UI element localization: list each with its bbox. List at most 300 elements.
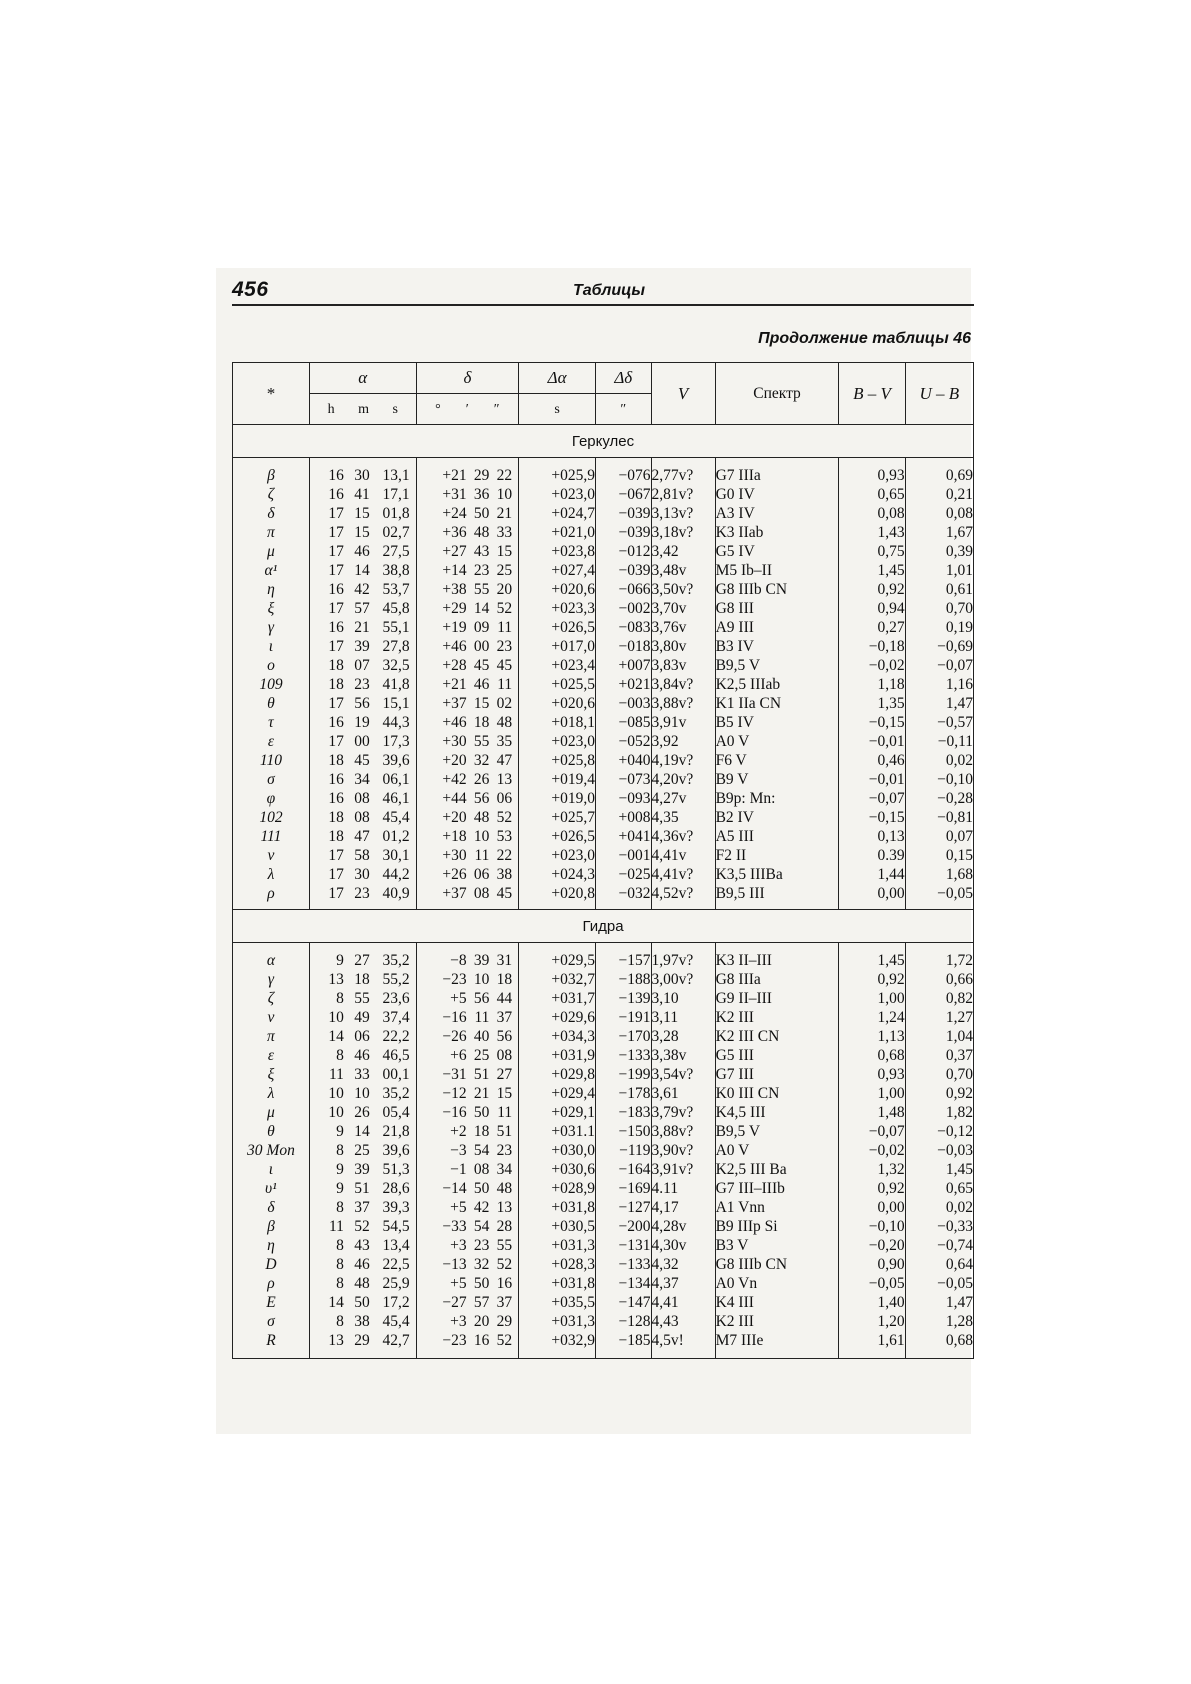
declination: −8 39 31: [416, 951, 519, 970]
declination: +5 56 44: [416, 989, 519, 1008]
star-designation: π: [233, 523, 310, 542]
star-designation: ξ: [233, 1065, 310, 1084]
magnitude-v: 4,27v: [651, 789, 715, 808]
ddelta-value: −076: [596, 466, 652, 485]
magnitude-v: 4,5v!: [651, 1331, 715, 1350]
u-b-value: 0,70: [905, 1065, 973, 1084]
star-designation: β: [233, 1217, 310, 1236]
table-row: [233, 770, 974, 789]
u-b-value: −0,10: [905, 770, 973, 789]
table-row: [233, 1179, 974, 1198]
u-b-value: −0,74: [905, 1236, 973, 1255]
dalpha-value: +026,5: [519, 618, 596, 637]
table-row: [233, 466, 974, 485]
spectral-class: G7 III–IIIb: [715, 1179, 839, 1198]
col-ub: U – B: [905, 363, 973, 425]
b-v-value: −0,18: [839, 637, 905, 656]
spectral-class: G8 III: [715, 599, 839, 618]
u-b-value: −0,12: [905, 1122, 973, 1141]
right-ascension: 9 14 21,8: [309, 1122, 416, 1141]
table-row: [233, 1103, 974, 1122]
dalpha-value: +031,8: [519, 1198, 596, 1217]
running-title: Таблицы: [573, 282, 646, 299]
dalpha-value: +020,6: [519, 580, 596, 599]
magnitude-v: 4,52v?: [651, 884, 715, 903]
dalpha-value: +032,7: [519, 970, 596, 989]
dalpha-value: +031.1: [519, 1122, 596, 1141]
spectral-class: K3,5 IIIBa: [715, 865, 839, 884]
ddelta-value: −164: [596, 1160, 652, 1179]
ddelta-value: −032: [596, 884, 652, 903]
b-v-value: 0,46: [839, 751, 905, 770]
star-designation: η: [233, 1236, 310, 1255]
ddelta-value: −134: [596, 1274, 652, 1293]
u-b-value: 0,02: [905, 1198, 973, 1217]
b-v-value: 1,00: [839, 1084, 905, 1103]
spectral-class: G7 IIIa: [715, 466, 839, 485]
spectral-class: G5 IV: [715, 542, 839, 561]
star-designation: R: [233, 1331, 310, 1350]
spectral-class: A3 IV: [715, 504, 839, 523]
dalpha-value: +017,0: [519, 637, 596, 656]
u-b-value: −0,81: [905, 808, 973, 827]
right-ascension: 8 55 23,6: [309, 989, 416, 1008]
ddelta-value: −191: [596, 1008, 652, 1027]
magnitude-v: 3,54v?: [651, 1065, 715, 1084]
u-b-value: 0,37: [905, 1046, 973, 1065]
u-b-value: 0,08: [905, 504, 973, 523]
declination: −31 51 27: [416, 1065, 519, 1084]
u-b-value: 0,64: [905, 1255, 973, 1274]
spectral-class: K4,5 III: [715, 1103, 839, 1122]
declination: +5 50 16: [416, 1274, 519, 1293]
spectral-class: B9 IIIp Si: [715, 1217, 839, 1236]
u-b-value: −0,11: [905, 732, 973, 751]
table-row: [233, 827, 974, 846]
right-ascension: 16 19 44,3: [309, 713, 416, 732]
b-v-value: −0,10: [839, 1217, 905, 1236]
ddelta-value: −170: [596, 1027, 652, 1046]
spectral-class: K2 III: [715, 1008, 839, 1027]
table-row: [233, 542, 974, 561]
table-row: [233, 618, 974, 637]
dalpha-unit: s: [519, 394, 596, 425]
ddelta-value: −133: [596, 1046, 652, 1065]
ddelta-value: −012: [596, 542, 652, 561]
star-designation: ι: [233, 637, 310, 656]
star-designation: ο: [233, 656, 310, 675]
right-ascension: 17 14 38,8: [309, 561, 416, 580]
right-ascension: 8 48 25,9: [309, 1274, 416, 1293]
right-ascension: 9 39 51,3: [309, 1160, 416, 1179]
magnitude-v: 3,28: [651, 1027, 715, 1046]
declination: −33 54 28: [416, 1217, 519, 1236]
right-ascension: 8 38 45,4: [309, 1312, 416, 1331]
star-designation: ε: [233, 732, 310, 751]
spectral-class: G5 III: [715, 1046, 839, 1065]
col-spectrum: Спектр: [715, 363, 839, 425]
ddelta-value: −085: [596, 713, 652, 732]
spectral-class: G7 III: [715, 1065, 839, 1084]
u-b-value: 0,61: [905, 580, 973, 599]
u-b-value: 1,27: [905, 1008, 973, 1027]
right-ascension: 10 26 05,4: [309, 1103, 416, 1122]
table-row: [233, 1293, 974, 1312]
table-row: [233, 1141, 974, 1160]
ddelta-value: −183: [596, 1103, 652, 1122]
table-row: [233, 1331, 974, 1350]
magnitude-v: 3,13v?: [651, 504, 715, 523]
u-b-value: −0,03: [905, 1141, 973, 1160]
ddelta-value: −185: [596, 1331, 652, 1350]
b-v-value: 1,45: [839, 561, 905, 580]
table-continuation-caption: Продолжение таблицы 46: [758, 330, 971, 347]
col-delta: δ: [416, 363, 519, 394]
dalpha-value: +031,9: [519, 1046, 596, 1065]
b-v-value: −0,02: [839, 1141, 905, 1160]
u-b-value: 0,66: [905, 970, 973, 989]
b-v-value: 1,20: [839, 1312, 905, 1331]
star-designation: γ: [233, 970, 310, 989]
dalpha-value: +031,3: [519, 1236, 596, 1255]
b-v-value: 0,00: [839, 1198, 905, 1217]
star-designation: ζ: [233, 485, 310, 504]
magnitude-v: 4,41v: [651, 846, 715, 865]
ddelta-value: −066: [596, 580, 652, 599]
table-row: [233, 884, 974, 903]
b-v-value: 1,00: [839, 989, 905, 1008]
dalpha-value: +029,1: [519, 1103, 596, 1122]
u-b-value: 1,01: [905, 561, 973, 580]
b-v-value: −0,20: [839, 1236, 905, 1255]
declination: +46 18 48: [416, 713, 519, 732]
declination: +37 08 45: [416, 884, 519, 903]
dalpha-value: +023,8: [519, 542, 596, 561]
declination: +30 11 22: [416, 846, 519, 865]
star-designation: α: [233, 951, 310, 970]
dalpha-value: +025,8: [519, 751, 596, 770]
u-b-value: 1,68: [905, 865, 973, 884]
b-v-value: −0,07: [839, 1122, 905, 1141]
delta-units: ° ′ ″: [416, 394, 519, 425]
table-row: [233, 1255, 974, 1274]
u-b-value: 0,19: [905, 618, 973, 637]
spectral-class: K2 III: [715, 1312, 839, 1331]
b-v-value: −0,02: [839, 656, 905, 675]
ddelta-value: −157: [596, 951, 652, 970]
dalpha-value: +025,5: [519, 675, 596, 694]
spectral-class: B9 V: [715, 770, 839, 789]
right-ascension: 11 52 54,5: [309, 1217, 416, 1236]
right-ascension: 16 42 53,7: [309, 580, 416, 599]
ddelta-value: −147: [596, 1293, 652, 1312]
b-v-value: −0,01: [839, 770, 905, 789]
u-b-value: −0,57: [905, 713, 973, 732]
spectral-class: A0 V: [715, 1141, 839, 1160]
dalpha-value: +023,0: [519, 732, 596, 751]
magnitude-v: 3,83v: [651, 656, 715, 675]
ddelta-value: −018: [596, 637, 652, 656]
spectral-class: B9,5 V: [715, 1122, 839, 1141]
b-v-value: 1,48: [839, 1103, 905, 1122]
spectral-class: B9,5 III: [715, 884, 839, 903]
dalpha-value: +027,4: [519, 561, 596, 580]
u-b-value: −0,28: [905, 789, 973, 808]
u-b-value: 0,69: [905, 466, 973, 485]
dalpha-value: +018,1: [519, 713, 596, 732]
declination: +6 25 08: [416, 1046, 519, 1065]
magnitude-v: 3,91v?: [651, 1160, 715, 1179]
dalpha-value: +021,0: [519, 523, 596, 542]
b-v-value: 1,43: [839, 523, 905, 542]
star-designation: δ: [233, 504, 310, 523]
dalpha-value: +030,0: [519, 1141, 596, 1160]
b-v-value: −0,07: [839, 789, 905, 808]
header-rule: [232, 304, 974, 306]
ddelta-value: −073: [596, 770, 652, 789]
declination: +18 10 53: [416, 827, 519, 846]
spectral-class: A0 V: [715, 732, 839, 751]
ddelta-value: −169: [596, 1179, 652, 1198]
dalpha-value: +029,6: [519, 1008, 596, 1027]
page-number: 456: [232, 278, 269, 301]
b-v-value: 1,13: [839, 1027, 905, 1046]
ddelta-value: −133: [596, 1255, 652, 1274]
magnitude-v: 3,50v?: [651, 580, 715, 599]
star-designation: 30 Mon: [233, 1141, 310, 1160]
ddelta-value: +021: [596, 675, 652, 694]
b-v-value: 0,00: [839, 884, 905, 903]
b-v-value: 0.39: [839, 846, 905, 865]
right-ascension: 14 06 22,2: [309, 1027, 416, 1046]
star-designation: ζ: [233, 989, 310, 1008]
dalpha-value: +031,7: [519, 989, 596, 1008]
u-b-value: 1,04: [905, 1027, 973, 1046]
declination: +20 32 47: [416, 751, 519, 770]
ddelta-value: −093: [596, 789, 652, 808]
table-row: [233, 1065, 974, 1084]
star-designation: θ: [233, 694, 310, 713]
table-row: [233, 1046, 974, 1065]
right-ascension: 16 08 46,1: [309, 789, 416, 808]
b-v-value: −0,05: [839, 1274, 905, 1293]
b-v-value: 0,27: [839, 618, 905, 637]
ddelta-value: −039: [596, 504, 652, 523]
ddelta-value: +008: [596, 808, 652, 827]
right-ascension: 16 21 55,1: [309, 618, 416, 637]
dalpha-value: +020,6: [519, 694, 596, 713]
col-dalpha: Δα: [519, 363, 596, 394]
declination: +5 42 13: [416, 1198, 519, 1217]
declination: −13 32 52: [416, 1255, 519, 1274]
table-row: [233, 1084, 974, 1103]
u-b-value: 0,39: [905, 542, 973, 561]
u-b-value: 1,72: [905, 951, 973, 970]
right-ascension: 9 27 35,2: [309, 951, 416, 970]
star-table: [232, 362, 974, 1359]
magnitude-v: 4,41: [651, 1293, 715, 1312]
right-ascension: 17 46 27,5: [309, 542, 416, 561]
declination: +28 45 45: [416, 656, 519, 675]
ddelta-value: −131: [596, 1236, 652, 1255]
dalpha-value: +019,0: [519, 789, 596, 808]
declination: +27 43 15: [416, 542, 519, 561]
dalpha-value: +030,6: [519, 1160, 596, 1179]
section-header: [233, 910, 974, 943]
u-b-value: 1,47: [905, 694, 973, 713]
dalpha-value: +029,4: [519, 1084, 596, 1103]
alpha-units: h m s: [309, 394, 416, 425]
declination: +3 23 55: [416, 1236, 519, 1255]
star-designation: λ: [233, 1084, 310, 1103]
dalpha-value: +034,3: [519, 1027, 596, 1046]
b-v-value: 1,44: [839, 865, 905, 884]
dalpha-value: +029,8: [519, 1065, 596, 1084]
b-v-value: 0,13: [839, 827, 905, 846]
ddelta-value: −039: [596, 561, 652, 580]
dalpha-value: +023,3: [519, 599, 596, 618]
dalpha-value: +023,0: [519, 485, 596, 504]
declination: +14 23 25: [416, 561, 519, 580]
table-row: [233, 1160, 974, 1179]
declination: +21 46 11: [416, 675, 519, 694]
magnitude-v: 3,70v: [651, 599, 715, 618]
ddelta-value: −199: [596, 1065, 652, 1084]
dalpha-value: +023,0: [519, 846, 596, 865]
b-v-value: 0,92: [839, 1179, 905, 1198]
u-b-value: −0,69: [905, 637, 973, 656]
magnitude-v: 4,30v: [651, 1236, 715, 1255]
b-v-value: 0,08: [839, 504, 905, 523]
table-row: [233, 504, 974, 523]
declination: +31 36 10: [416, 485, 519, 504]
dalpha-value: +023,4: [519, 656, 596, 675]
star-designation: 109: [233, 675, 310, 694]
table-row: [233, 523, 974, 542]
ddelta-value: −127: [596, 1198, 652, 1217]
table-row: [233, 808, 974, 827]
table-row: [233, 599, 974, 618]
spectral-class: K4 III: [715, 1293, 839, 1312]
star-designation: τ: [233, 713, 310, 732]
table-row: [233, 713, 974, 732]
ddelta-value: −067: [596, 485, 652, 504]
right-ascension: 18 45 39,6: [309, 751, 416, 770]
table-row: [233, 951, 974, 970]
table-row: [233, 1198, 974, 1217]
spectral-class: G9 II–III: [715, 989, 839, 1008]
magnitude-v: 4,20v?: [651, 770, 715, 789]
declination: −1 08 34: [416, 1160, 519, 1179]
u-b-value: 1,82: [905, 1103, 973, 1122]
spectral-class: F2 II: [715, 846, 839, 865]
declination: +44 56 06: [416, 789, 519, 808]
spectral-class: B3 V: [715, 1236, 839, 1255]
ddelta-value: −200: [596, 1217, 652, 1236]
magnitude-v: 4,19v?: [651, 751, 715, 770]
b-v-value: −0,15: [839, 713, 905, 732]
spectral-class: G8 IIIb CN: [715, 1255, 839, 1274]
b-v-value: 1,24: [839, 1008, 905, 1027]
star-designation: ρ: [233, 1274, 310, 1293]
spectral-class: K2,5 IIIab: [715, 675, 839, 694]
star-designation: ι: [233, 1160, 310, 1179]
right-ascension: 18 23 41,8: [309, 675, 416, 694]
magnitude-v: 4,32: [651, 1255, 715, 1274]
spectral-class: K3 IIab: [715, 523, 839, 542]
b-v-value: 0,92: [839, 970, 905, 989]
right-ascension: 16 30 13,1: [309, 466, 416, 485]
table-row: [233, 485, 974, 504]
b-v-value: 1,32: [839, 1160, 905, 1179]
right-ascension: 18 47 01,2: [309, 827, 416, 846]
dalpha-value: +035,5: [519, 1293, 596, 1312]
u-b-value: −0,05: [905, 884, 973, 903]
u-b-value: −0,07: [905, 656, 973, 675]
table-row: [233, 694, 974, 713]
spectral-class: F6 V: [715, 751, 839, 770]
star-designation: γ: [233, 618, 310, 637]
right-ascension: 13 29 42,7: [309, 1331, 416, 1350]
magnitude-v: 3,92: [651, 732, 715, 751]
dalpha-value: +025,9: [519, 466, 596, 485]
declination: +20 48 52: [416, 808, 519, 827]
ddelta-value: −052: [596, 732, 652, 751]
star-designation: ν: [233, 1008, 310, 1027]
u-b-value: 0,68: [905, 1331, 973, 1350]
right-ascension: 8 46 46,5: [309, 1046, 416, 1065]
ddelta-value: −025: [596, 865, 652, 884]
u-b-value: 0,21: [905, 485, 973, 504]
table-row: [233, 1122, 974, 1141]
right-ascension: 16 34 06,1: [309, 770, 416, 789]
magnitude-v: 3,42: [651, 542, 715, 561]
table-row: [233, 751, 974, 770]
star-designation: 110: [233, 751, 310, 770]
ddelta-value: −188: [596, 970, 652, 989]
star-designation: ρ: [233, 884, 310, 903]
declination: +21 29 22: [416, 466, 519, 485]
table-row: [233, 656, 974, 675]
declination: +26 06 38: [416, 865, 519, 884]
b-v-value: −0,15: [839, 808, 905, 827]
ddelta-value: −139: [596, 989, 652, 1008]
table-row: [233, 989, 974, 1008]
ddelta-value: −001: [596, 846, 652, 865]
ddelta-value: −150: [596, 1122, 652, 1141]
b-v-value: 1,40: [839, 1293, 905, 1312]
star-designation: ν: [233, 846, 310, 865]
declination: +38 55 20: [416, 580, 519, 599]
right-ascension: 18 07 32,5: [309, 656, 416, 675]
b-v-value: 1,35: [839, 694, 905, 713]
spectral-class: B9,5 V: [715, 656, 839, 675]
magnitude-v: 3,00v?: [651, 970, 715, 989]
magnitude-v: 4,17: [651, 1198, 715, 1217]
declination: −16 50 11: [416, 1103, 519, 1122]
declination: +3 20 29: [416, 1312, 519, 1331]
declination: −27 57 37: [416, 1293, 519, 1312]
dalpha-value: +026,5: [519, 827, 596, 846]
dalpha-value: +031,3: [519, 1312, 596, 1331]
magnitude-v: 3,90v?: [651, 1141, 715, 1160]
right-ascension: 9 51 28,6: [309, 1179, 416, 1198]
magnitude-v: 1,97v?: [651, 951, 715, 970]
spectral-class: A0 Vn: [715, 1274, 839, 1293]
magnitude-v: 3,18v?: [651, 523, 715, 542]
table-row: [233, 1027, 974, 1046]
magnitude-v: 3,38v: [651, 1046, 715, 1065]
